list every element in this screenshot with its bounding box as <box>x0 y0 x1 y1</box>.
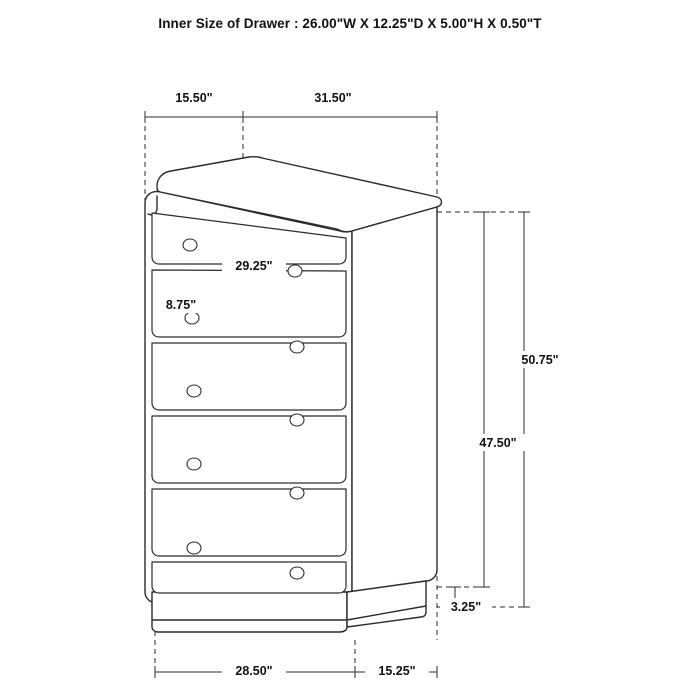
dim-top-left-depth: 15.50" <box>175 91 213 105</box>
knob-4-left <box>187 458 201 470</box>
dim-cabinet-height: 47.50" <box>479 436 517 450</box>
knob-5-left <box>187 542 201 554</box>
knob-3-left <box>187 385 201 397</box>
dim-drawer-face-height: 8.75" <box>165 298 197 312</box>
knob-1-right <box>288 265 302 277</box>
drawer-5 <box>152 489 346 556</box>
dim-drawer-inner-width: 29.25" <box>235 259 273 273</box>
drawer-6 <box>152 562 346 593</box>
drawer-3 <box>152 343 346 410</box>
chest-base-front <box>152 592 347 632</box>
knob-1-left <box>183 239 197 251</box>
dim-overall-height: 50.75" <box>521 353 559 367</box>
dim-base-width: 28.50" <box>235 664 273 678</box>
drawer-4 <box>152 416 346 483</box>
dim-top-right-width: 31.50" <box>314 91 352 105</box>
knob-3-right <box>290 414 304 426</box>
chest-side <box>352 207 437 592</box>
knob-5-right <box>290 567 304 579</box>
knob-2-left <box>185 312 199 324</box>
page-title: Inner Size of Drawer : 26.00"W X 12.25"D X 5.00"H X 0.50"T <box>158 16 542 31</box>
knob-4-right <box>290 487 304 499</box>
knob-2-right <box>290 341 304 353</box>
dim-base-height: 3.25" <box>450 600 482 614</box>
dim-base-depth: 15.25" <box>378 664 416 678</box>
